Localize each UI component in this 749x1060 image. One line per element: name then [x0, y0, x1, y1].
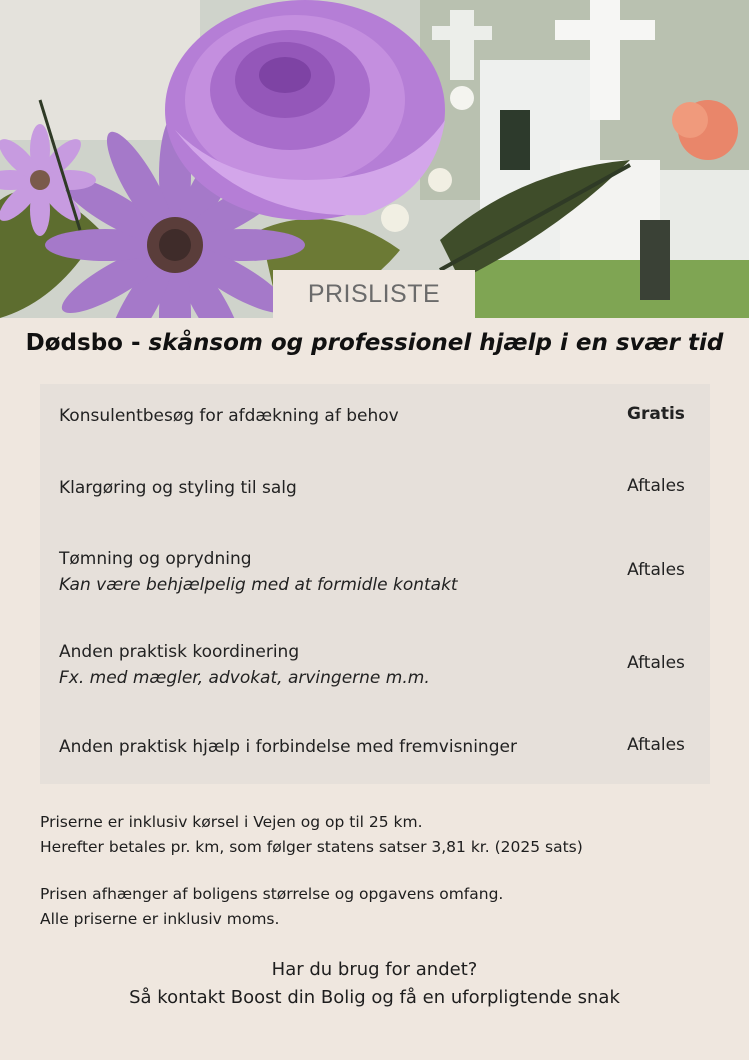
cta-contact: Så kontakt Boost din Bolig og få en uforpligtende snak — [129, 987, 620, 1008]
price-row-clearing — [59, 547, 710, 597]
cta-question: Har du brug for andet? — [271, 959, 478, 980]
service-note: Fx. med mægler, advokat, arvingerne m.m. — [59, 668, 430, 688]
note-vat: Alle priserne er inklusiv moms. — [40, 910, 280, 928]
price-notes — [40, 810, 720, 932]
note-scope: Prisen afhænger af boligens størrelse og opgavens omfang. — [40, 885, 504, 903]
service-price: Aftales — [627, 476, 685, 496]
service-price: Gratis — [627, 404, 685, 424]
call-to-action — [0, 956, 749, 1012]
note-mileage: Priserne er inklusiv kørsel i Vejen og op til 25 km. — [40, 813, 423, 831]
note-rate: Herefter betales pr. km, som følger statens satser 3,81 kr. (2025 sats) — [40, 838, 583, 856]
service-label: Anden praktisk hjælp i forbindelse med fremvisninger — [59, 737, 517, 757]
service-label: Tømning og oprydning — [59, 549, 252, 569]
service-label: Konsulentbesøg for afdækning af behov — [59, 406, 399, 426]
price-table — [40, 384, 710, 784]
service-note: Kan være behjælpelig med at formidle kontakt — [59, 575, 458, 595]
page-title — [0, 330, 749, 356]
price-row-consultation — [59, 404, 710, 428]
price-list-tag: PRISLISTE — [273, 270, 475, 318]
price-row-viewings — [59, 735, 710, 759]
service-label: Klargøring og styling til salg — [59, 478, 297, 498]
service-price: Aftales — [627, 653, 685, 673]
price-row-staging — [59, 476, 710, 500]
service-price: Aftales — [627, 560, 685, 580]
service-label: Anden praktisk koordinering — [59, 642, 300, 662]
title-emphasis: skånsom og professionel hjælp i en svær tid — [148, 330, 724, 356]
title-main: Dødsbo - — [25, 330, 149, 356]
price-row-coordination — [59, 640, 710, 690]
service-price: Aftales — [627, 735, 685, 755]
